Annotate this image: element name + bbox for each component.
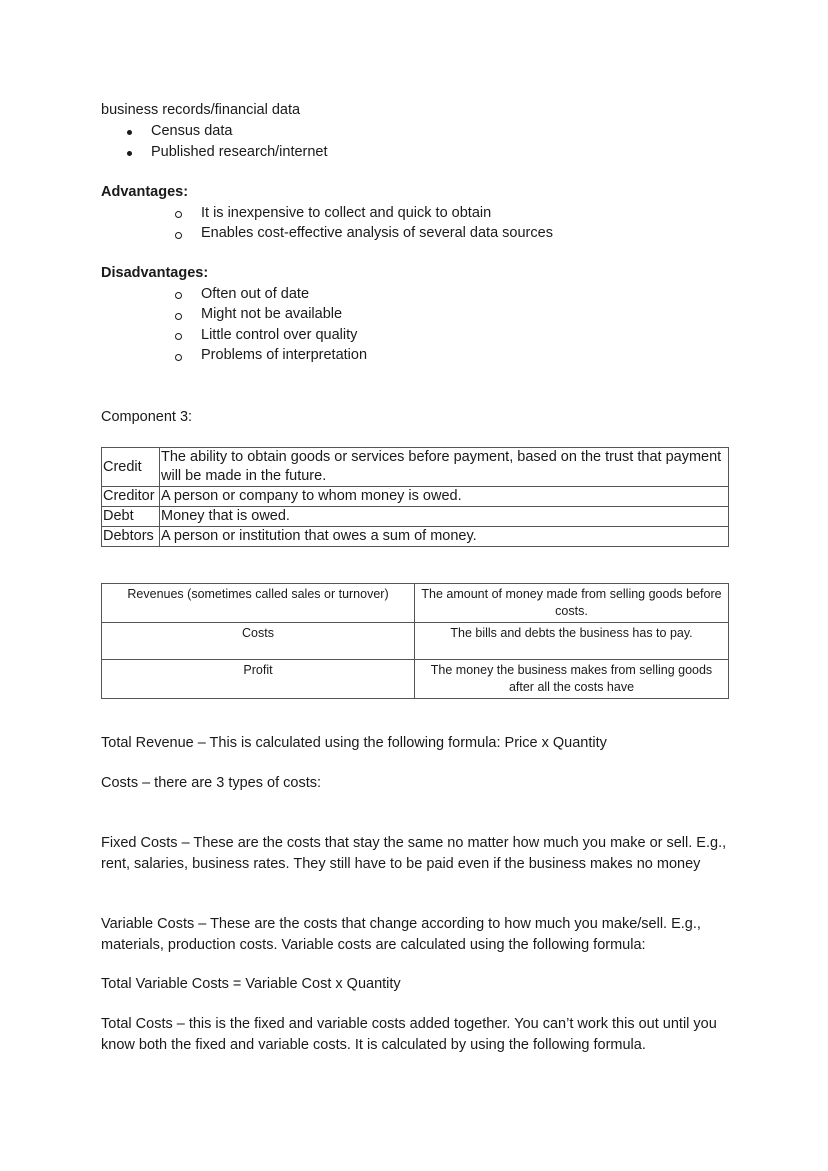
- bullet-item: Census data: [151, 123, 233, 139]
- table-row: [102, 507, 729, 527]
- definition-cell: The money the business makes from selling goods after all the costs have: [415, 660, 729, 699]
- bullet-icon: [127, 130, 132, 135]
- circle-bullet-icon: [175, 313, 182, 320]
- definitions-table: [101, 447, 729, 547]
- definition-cell: A person or institution that owes a sum of money.: [160, 527, 729, 547]
- definition-cell: The amount of money made from selling goods before costs.: [415, 584, 729, 623]
- table-row: [102, 487, 729, 507]
- definition-cell: The bills and debts the business has to pay.: [415, 623, 729, 660]
- circle-bullet-icon: [175, 232, 182, 239]
- term-cell: Debt: [102, 507, 160, 527]
- costs-intro-paragraph: Costs – there are 3 types of costs:: [101, 775, 322, 791]
- fixed-costs-paragraph: Fixed Costs – These are the costs that stay the same no matter how much you make or sell. E.g., rent, salaries, business rates. They still have to be paid even if the business makes no money: [101, 835, 727, 872]
- definition-cell: The ability to obtain goods or services before payment, based on the trust that payment will be made in the future.: [160, 448, 729, 487]
- advantage-item: It is inexpensive to collect and quick to obtain: [201, 205, 492, 221]
- table-row: [102, 623, 729, 660]
- advantage-item: Enables cost-effective analysis of several data sources: [201, 225, 553, 241]
- circle-bullet-icon: [175, 292, 182, 299]
- total-revenue-paragraph: Total Revenue – This is calculated using the following formula: Price x Quantity: [101, 735, 607, 751]
- term-cell: Credit: [102, 448, 160, 487]
- definition-cell: Money that is owed.: [160, 507, 729, 527]
- disadvantages-heading: Disadvantages:: [101, 265, 209, 281]
- disadvantage-item: Problems of interpretation: [201, 347, 368, 363]
- finance-table: [101, 583, 729, 699]
- circle-bullet-icon: [175, 211, 182, 218]
- definition-cell: A person or company to whom money is owed.: [160, 487, 729, 507]
- term-cell: Debtors: [102, 527, 160, 547]
- intro-line: business records/financial data: [101, 102, 301, 118]
- term-cell: Creditor: [102, 487, 160, 507]
- table-row: [102, 584, 729, 623]
- variable-costs-paragraph: Variable Costs – These are the costs that change according to how much you make/sell. E.g., materials, production costs. Variable costs are calculated using the following formula:: [101, 916, 701, 953]
- bullet-item: Published research/internet: [151, 144, 328, 160]
- circle-bullet-icon: [175, 354, 182, 361]
- term-cell: Costs: [102, 623, 415, 660]
- tvc-formula: Total Variable Costs = Variable Cost x Quantity: [101, 976, 401, 992]
- bullet-icon: [127, 151, 132, 156]
- component-heading: Component 3:: [101, 409, 193, 425]
- term-cell: Revenues (sometimes called sales or turnover): [102, 584, 415, 623]
- disadvantage-item: Often out of date: [201, 286, 310, 302]
- advantages-heading: Advantages:: [101, 184, 189, 200]
- table-row: [102, 448, 729, 487]
- table-row: [102, 660, 729, 699]
- disadvantage-item: Might not be available: [201, 306, 343, 322]
- term-cell: Profit: [102, 660, 415, 699]
- table-row: [102, 527, 729, 547]
- circle-bullet-icon: [175, 333, 182, 340]
- total-costs-paragraph: Total Costs – this is the fixed and variable costs added together. You can’t work this out until you know both the fixed and variable costs. It is calculated by using the following formula.: [101, 1016, 717, 1053]
- disadvantage-item: Little control over quality: [201, 327, 358, 343]
